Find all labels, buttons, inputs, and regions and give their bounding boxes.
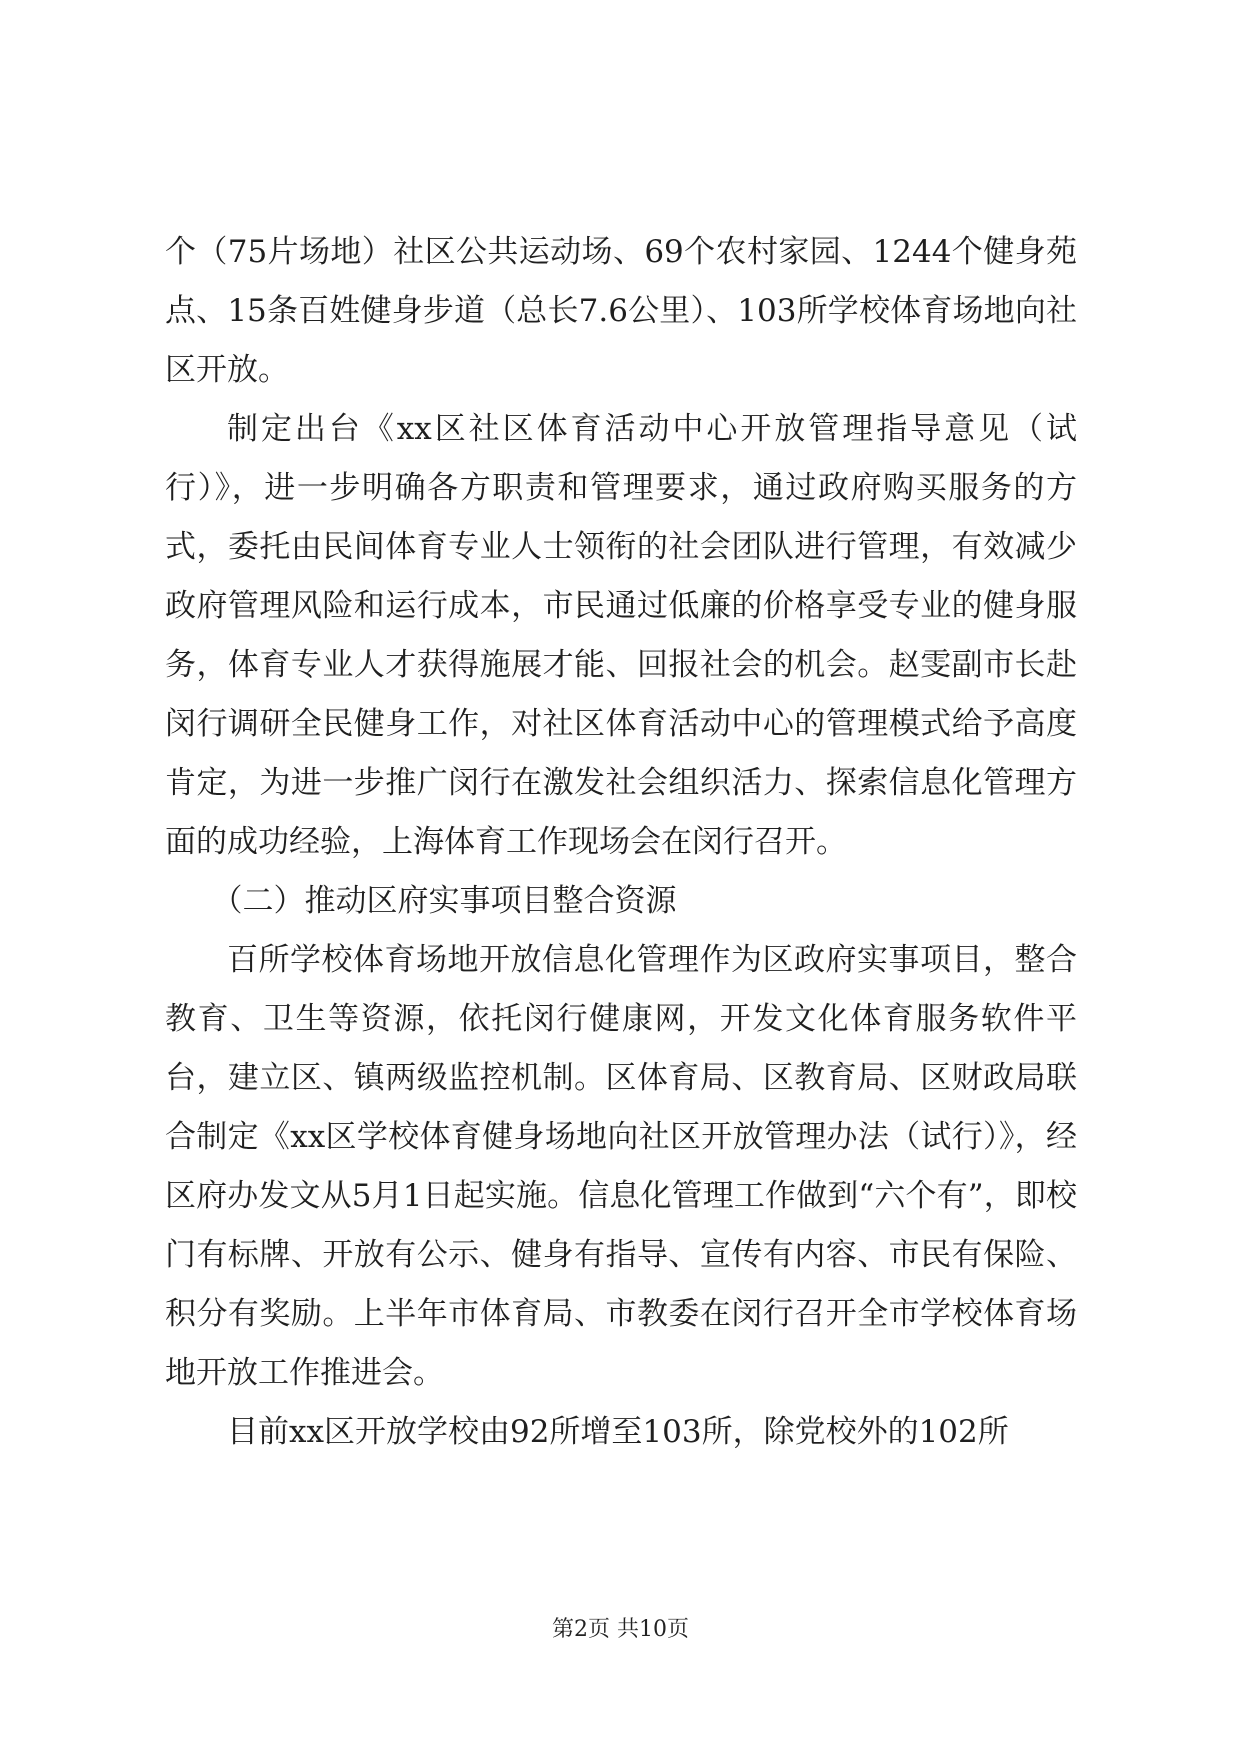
document-body bbox=[165, 223, 1077, 1462]
paragraph-continuation: 个（75片场地）社区公共运动场、69个农村家园、1244个健身苑点、15条百姓健身步道（总长7.6公里）、103所学校体育场地向社区开放。 bbox=[165, 234, 1077, 388]
section-heading: （二）推动区府实事项目整合资源 bbox=[211, 883, 677, 919]
paragraph-school-venues: 百所学校体育场地开放信息化管理作为区政府实事项目，整合教育、卫生等资源，依托闵行健康网，开发文化体育服务软件平台，建立区、镇两级监控机制。区体育局、区教育局、区财政局联合制定《xx区学校体育健身场地向社区开放管理办法（试行）》，经区府办发文从5月1日起实施。信息化管理工作做到“六个有”，即校门有标牌、开放有公示、健身有指导、宣传有内容、市民有保险、积分有奖励。上半年市体育局、市教委在闵行召开全市学校体育场地开放工作推进会。 bbox=[165, 942, 1077, 1391]
page-footer: 第2页 共10页 bbox=[552, 1617, 689, 1642]
paragraph-current-status: 目前xx区开放学校由92所增至103所，除党校外的102所 bbox=[227, 1414, 1009, 1450]
paragraph-community-center: 制定出台《xx区社区体育活动中心开放管理指导意见（试行）》，进一步明确各方职责和管理要求，通过政府购买服务的方式，委托由民间体育专业人士领衔的社会团队进行管理，有效减少政府管理风险和运行成本，市民通过低廉的价格享受专业的健身服务，体育专业人才获得施展才能、回报社会的机会。赵雯副市长赴闵行调研全民健身工作，对社区体育活动中心的管理模式给予高度肯定，为进一步推广闵行在激发社会组织活力、探索信息化管理方面的成功经验，上海体育工作现场会在闵行召开。 bbox=[165, 411, 1077, 860]
